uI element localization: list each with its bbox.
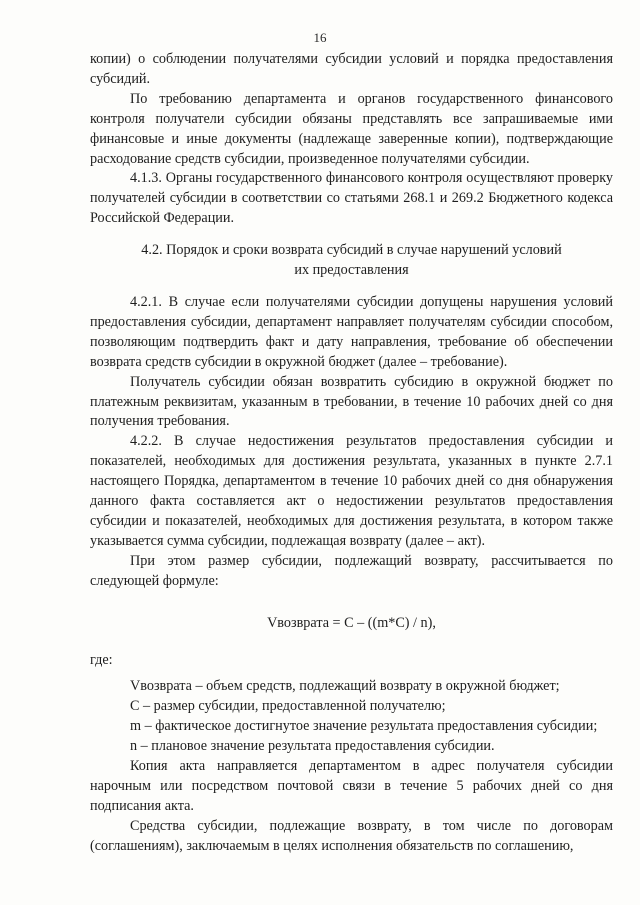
paragraph-financial-documents: По требованию департамента и органов государственного финансового контроля получатели субсидии обязаны представлять все запрашиваемые ими финансовые и иные документы (надлежаще заверенные копии), подтверждающие расходование средств субсидии, произведенное получателями субсидии.: [90, 90, 613, 167]
section-heading-line2: их предоставления: [294, 262, 409, 279]
definition-v: Vвозврата – объем средств, подлежащий возврату в окружной бюджет;: [130, 678, 560, 695]
section-heading-line1: 4.2. Порядок и сроки возврата субсидий в случае нарушений условий: [141, 242, 562, 259]
formula: Vвозврата = C – ((m*C) / n),: [267, 614, 436, 631]
formula-where: где:: [90, 652, 113, 669]
paragraph-formula-intro: При этом размер субсидии, подлежащий возврату, рассчитывается по следующей формуле:: [90, 552, 613, 589]
paragraph-return-obligation: Получатель субсидии обязан возвратить субсидию в окружной бюджет по платежным реквизитам, указанным в требовании, в течение 10 рабочих дней со дня получения требования.: [90, 373, 613, 430]
paragraph-4-2-1: 4.2.1. В случае если получателями субсидии допущены нарушения условий предоставления субсидии, департамент направляет получателям субсидии способом, позволяющим подтвердить факт и дату направления, требование об обеспечении возврата средств субсидии в окружной бюджет (далее – требование).: [90, 293, 613, 370]
paragraph-continuation: копии) о соблюдении получателями субсидии условий и порядка предоставления субсидий.: [90, 51, 613, 87]
definition-m: m – фактическое достигнутое значение результата предоставления субсидии;: [130, 718, 598, 735]
section-heading-4-2: [90, 241, 613, 281]
definition-n: n – плановое значение результата предоставления субсидии.: [130, 738, 495, 755]
page-number: 16: [313, 30, 327, 45]
document-body: [90, 50, 613, 857]
paragraph-act-copy: Копия акта направляется департаментом в адрес получателя субсидии нарочным или посредством почтовой связи в течение 5 рабочих дней со дня подписания акта.: [90, 758, 613, 814]
paragraph-4-1-3: 4.1.3. Органы государственного финансового контроля осуществляют проверку получателей субсидии в соответствии со статьями 268.1 и 269.2 Бюджетного кодекса Российской Федерации.: [90, 170, 613, 227]
definition-c: С – размер субсидии, предоставленной получателю;: [130, 698, 446, 715]
paragraph-4-2-2: 4.2.2. В случае недостижения результатов предоставления субсидии и показателей, необходимых для достижения результата, указанных в пункте 2.7.1 настоящего Порядка, департаментом в течение 10 рабочих дней со дня обнаружения данного факта составляется акт о недостижении результатов предоставления субсидии и показателей, необходимых для достижения результата, в котором также указывается сумма субсидии, подлежащая возврату (далее – акт).: [90, 433, 613, 549]
paragraph-subsidy-funds: Средства субсидии, подлежащие возврату, в том числе по договорам (соглашениям), заключаемым в целях исполнения обязательств по соглашению,: [90, 817, 613, 854]
